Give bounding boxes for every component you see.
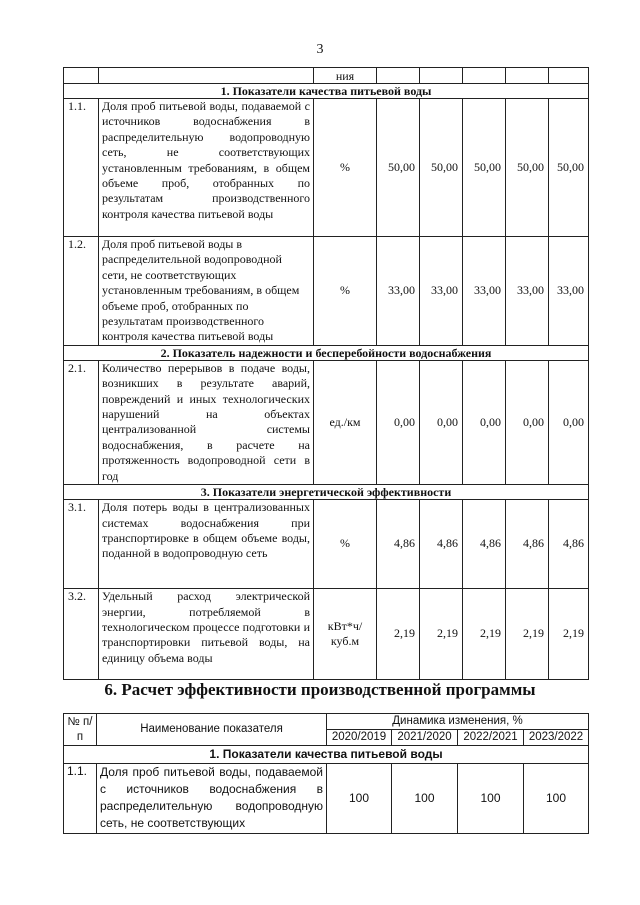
unit: ед./км [314,360,377,484]
table-row [64,500,589,589]
table-header-fragment-row [64,68,589,84]
value-cell: 4,86 [463,500,506,589]
value-cell: 0,00 [549,360,589,484]
indicator-name: Количество перерывов в подаче воды, возникших в результате аварий, повреждений и иных технологических нарушений на объектах централизованной системы водоснабжения, в расчете на протяженность водопроводной сети в год [99,360,314,484]
row-number: 2.1. [64,360,99,484]
header-fragment: ния [314,68,377,84]
period-header: 2022/2021 [458,730,524,746]
period-header: 2020/2019 [327,730,392,746]
value-cell: 50,00 [549,99,589,237]
table-row [64,764,589,834]
value-cell: 2,19 [377,589,420,680]
value-cell: 4,86 [549,500,589,589]
value-cell: 33,00 [549,237,589,346]
period-header: 2021/2020 [392,730,458,746]
value-cell: 2,19 [506,589,549,680]
value-cell: 33,00 [420,237,463,346]
value-cell: 4,86 [377,500,420,589]
section-title: 2. Показатель надежности и бесперебойности водоснабжения [64,345,589,360]
value-cell: 100 [458,764,524,834]
section-row [64,345,589,360]
indicator-name: Доля проб питьевой воды в распределительной водопроводной сети, не соответствующих установленным требованиям, в общем объеме проб, отобранных по результатам производственного контроля качества питьевой воды [99,237,314,346]
value-cell: 100 [524,764,589,834]
unit: % [314,500,377,589]
value-cell: 50,00 [420,99,463,237]
value-cell: 0,00 [420,360,463,484]
section-title: 1. Показатели качества питьевой воды [64,746,589,764]
value-cell: 0,00 [377,360,420,484]
row-number: 1.1. [64,99,99,237]
value-cell: 0,00 [506,360,549,484]
section-title: 3. Показатели энергетической эффективности [64,485,589,500]
value-cell: 2,19 [463,589,506,680]
value-cell: 4,86 [420,500,463,589]
value-cell: 33,00 [377,237,420,346]
row-number: 3.1. [64,500,99,589]
unit: % [314,237,377,346]
indicator-name: Доля проб питьевой воды, подаваемой с источников водоснабжения в распределительную водопроводную сеть, не соответствующих [97,764,327,834]
value-cell: 50,00 [463,99,506,237]
value-cell: 4,86 [506,500,549,589]
table-row [64,360,589,484]
value-cell: 2,19 [420,589,463,680]
unit: кВт*ч/ куб.м [314,589,377,680]
indicator-name: Доля проб питьевой воды, подаваемой с источников водоснабжения в распределительную водопроводную сеть, не соответствующих установленным требованиям, в общем объеме проб, отобранных по результатам производственного контроля качества питьевой воды [99,99,314,237]
section-heading: 6. Расчет эффективности производственной программы [104,680,536,699]
period-header: 2023/2022 [524,730,589,746]
section-title: 1. Показатели качества питьевой воды [64,84,589,99]
value-cell: 50,00 [506,99,549,237]
table-row [64,589,589,680]
col-header-name: Наименование показателя [97,714,327,746]
section-row [64,746,589,764]
indicator-name: Удельный расход электрической энергии, потребляемой в технологическом процессе подготовки и транспортировки питьевой воды, на единицу объема воды [99,589,314,680]
row-number: 1.1. [64,764,97,834]
row-number: 1.2. [64,237,99,346]
value-cell: 33,00 [463,237,506,346]
value-cell: 100 [327,764,392,834]
value-cell: 50,00 [377,99,420,237]
row-number: 3.2. [64,589,99,680]
table-row [64,237,589,346]
page-number: 3 [316,42,324,57]
unit: % [314,99,377,237]
value-cell: 0,00 [463,360,506,484]
col-header-dynamics: Динамика изменения, % [327,714,589,730]
col-header-number: № п/п [64,714,97,746]
value-cell: 2,19 [549,589,589,680]
value-cell: 33,00 [506,237,549,346]
section-row [64,84,589,99]
indicators-table [63,67,589,680]
table-header-row [64,714,589,730]
efficiency-table [63,713,589,834]
indicator-name: Доля потерь воды в централизованных системах водоснабжения при транспортировке в общем объеме воды, поданной в водопроводную сеть [99,500,314,589]
section-row [64,485,589,500]
table-row [64,99,589,237]
value-cell: 100 [392,764,458,834]
